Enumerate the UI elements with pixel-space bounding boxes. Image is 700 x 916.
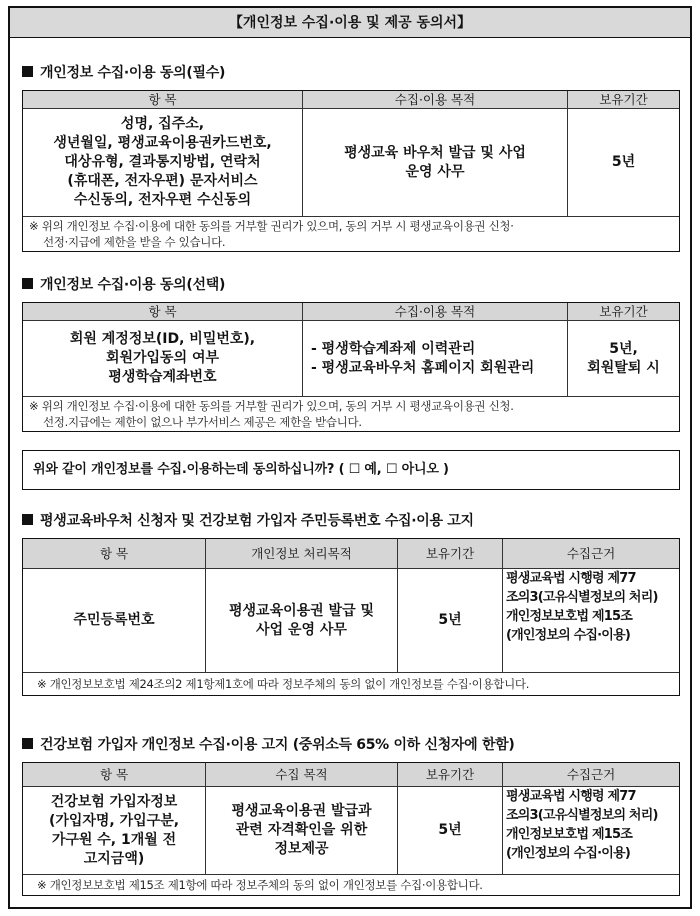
- consent-question[interactable]: 위와 같이 개인정보를 수집.이용하는데 동의하십니까? ( ☐ 예, ☐ 아니오 ): [22, 450, 680, 490]
- table-row: [23, 321, 679, 397]
- header-period: 보유기간: [599, 92, 648, 107]
- header-period: 보유기간: [398, 539, 503, 568]
- cell-items: 건강보험 가입자정보 (가입자명, 가입구분, 가구원 수, 1개월 전 고지금액): [23, 787, 206, 874]
- section1-table: [22, 90, 680, 252]
- cell-purpose: 평생교육 바우처 발급 및 사업 운영 사무: [303, 109, 568, 216]
- section4-table: [22, 762, 680, 896]
- header-purpose: 개인정보 처리목적: [206, 539, 398, 568]
- header-item: 항 목: [23, 91, 303, 108]
- header-basis: 수집근거: [566, 767, 616, 782]
- header-purpose: 수집 목적: [206, 763, 398, 786]
- square-bullet-icon: [22, 278, 33, 289]
- cell-purpose: 평생교육이용권 발급 및 사업 운영 사무: [206, 569, 398, 672]
- header-basis: 수집근거: [566, 546, 616, 561]
- cell-purpose: 평생교육이용권 발급과 관련 자격확인을 위한 정보제공: [206, 787, 398, 874]
- section4-heading: 건강보험 가입자 개인정보 수집·이용 고지 (중위소득 65% 이하 신청자에 한함): [22, 734, 515, 754]
- section1-note: ※ 위의 개인정보 수집·이용에 대한 동의를 거부할 권리가 있으며, 동의 거부 시 평생교육이용권 신청· 선정·지급에 제한을 받을 수 있습니다.: [29, 219, 514, 249]
- cell-basis: 평생교육법 시행령 제77 조의3(고유식별정보의 처리) 개인정보보호법 제15조 (개인정보의 수집·이용): [506, 571, 658, 643]
- form-title: 【개인정보 수집·이용 및 제공 동의서】: [10, 8, 690, 38]
- section2-table: [22, 302, 680, 432]
- section3-note: ※ 개인정보보호법 제24조의2 제1항제1호에 따라 정보주체의 동의 없이 개인정보를 수집·이용합니다.: [37, 677, 530, 691]
- cell-period: 5년, 회원탈퇴 시: [587, 340, 660, 376]
- square-bullet-icon: [22, 66, 33, 77]
- cell-period: 5년: [611, 154, 636, 170]
- cell-item: 주민등록번호: [23, 569, 206, 672]
- header-purpose: 수집·이용 목적: [303, 303, 568, 320]
- square-bullet-icon: [22, 514, 33, 525]
- consent-form: [8, 6, 692, 909]
- cell-period: 5년: [398, 569, 503, 672]
- header-period: 보유기간: [599, 304, 648, 319]
- section2-note: ※ 위의 개인정보 수집·이용에 대한 동의를 거부할 권리가 있으며, 동의 거부 시 평생교육이용권 신청. 선정.지급에는 제한이 없으나 부가서비스 제공은 제한을 받습니다.: [29, 399, 514, 429]
- cell-basis: 평생교육법 시행령 제77 조의3(고유식별정보의 처리) 개인정보보호법 제15조 (개인정보의 수집·이용): [506, 789, 658, 861]
- table-header-row: [23, 303, 679, 321]
- cell-items: 회원 계정정보(ID, 비밀번호), 회원가입동의 여부 평생학습계좌번호: [23, 321, 303, 396]
- cell-period: 5년: [398, 787, 503, 874]
- table-row: [23, 569, 679, 673]
- header-item: 항 목: [23, 763, 206, 786]
- table-row: [23, 787, 679, 875]
- header-period: 보유기간: [398, 763, 503, 786]
- cell-items: 성명, 집주소, 생년월일, 평생교육이용권카드번호, 대상유형, 결과통지방법, 연락처 (휴대폰, 전자우편) 문자서비스 수신동의, 전자우편 수신동의: [23, 109, 303, 216]
- square-bullet-icon: [22, 738, 33, 749]
- section3-table: [22, 538, 680, 696]
- header-item: 항 목: [23, 539, 206, 568]
- table-header-row: [23, 539, 679, 569]
- section4-note: ※ 개인정보보호법 제15조 제1항에 따라 정보주체의 동의 없이 개인정보를 수집·이용합니다.: [37, 878, 483, 892]
- section3-heading: 평생교육바우처 신청자 및 건강보험 가입자 주민등록번호 수집·이용 고지: [22, 510, 474, 530]
- header-item: 항 목: [23, 303, 303, 320]
- table-header-row: [23, 763, 679, 787]
- header-purpose: 수집·이용 목적: [303, 91, 568, 108]
- table-row: [23, 109, 679, 217]
- section1-heading: 개인정보 수집·이용 동의(필수): [22, 62, 225, 82]
- cell-purpose: - 평생학습계좌제 이력관리 - 평생교육바우처 홈페이지 회원관리: [303, 321, 568, 396]
- section2-heading: 개인정보 수집·이용 동의(선택): [22, 274, 225, 294]
- table-header-row: [23, 91, 679, 109]
